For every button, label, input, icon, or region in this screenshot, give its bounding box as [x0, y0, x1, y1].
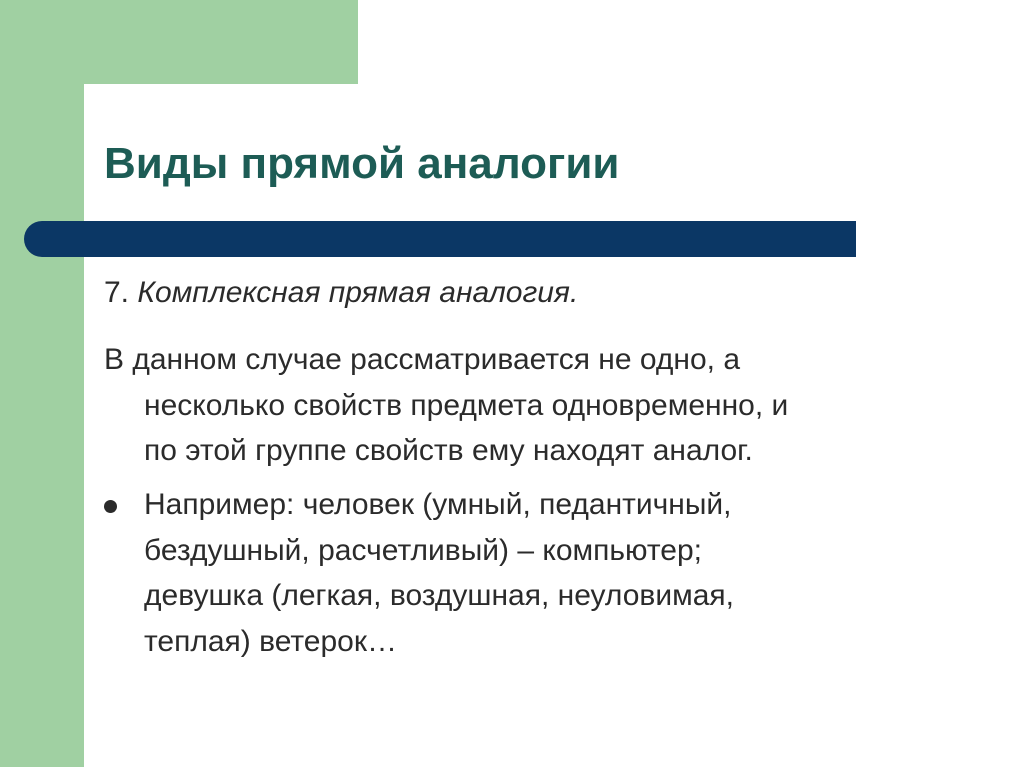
title-underline-bar: [24, 221, 856, 257]
decor-green-left: [0, 0, 84, 767]
description-paragraph: [104, 337, 984, 474]
item-number: 7.: [104, 276, 130, 309]
item-title: Комплексная прямая аналогия.: [137, 276, 579, 309]
bullet-line-3: девушка (легкая, воздушная, неуловимая,: [144, 579, 734, 613]
numbered-item: [104, 274, 578, 312]
bullet-line-2: бездушный, расчетливый) – компьютер;: [144, 533, 702, 567]
bullet-line-4: теплая) ветерок…: [144, 624, 397, 658]
paragraph-line-2: несколько свойств предмета одновременно, и: [144, 388, 789, 422]
paragraph-line-1: В данном случае рассматривается не одно, а: [104, 343, 741, 376]
bullet-line-1: Например: человек (умный, педантичный,: [144, 488, 732, 521]
example-bullet: [104, 482, 984, 664]
slide-title: Виды прямой аналогии: [104, 139, 620, 188]
paragraph-line-3: по этой группе свойств ему находят аналог.: [144, 434, 753, 468]
bullet-dot-icon: [104, 500, 117, 513]
